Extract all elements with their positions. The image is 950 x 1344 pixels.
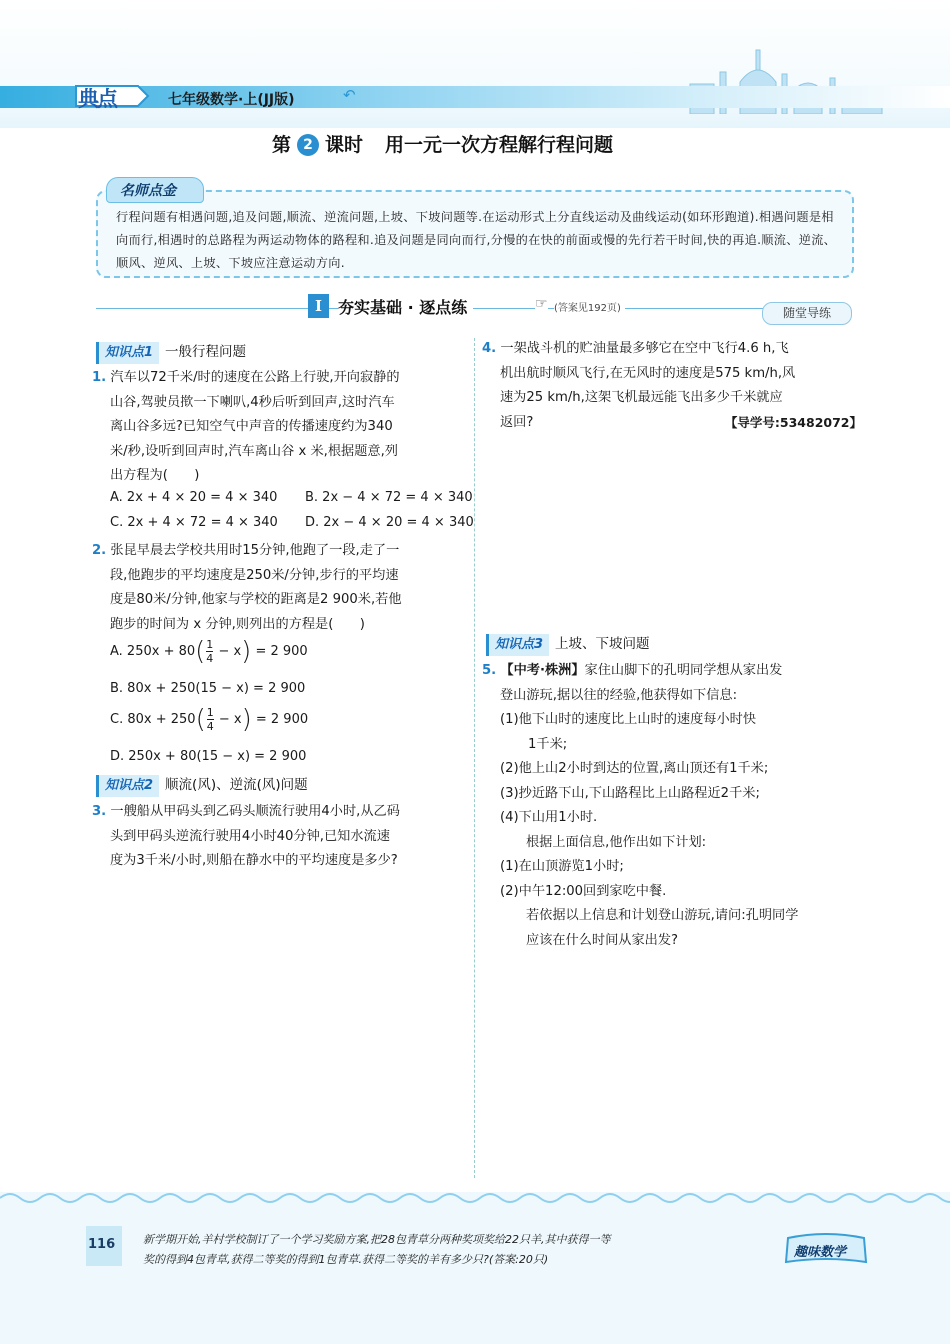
question-line: (1)他下山时的速度比上山时的速度每小时快 (500, 712, 757, 727)
kp-tag: 知识点3 (486, 634, 549, 656)
fraction-denominator: 4 (206, 720, 214, 733)
question-3 (92, 800, 472, 874)
option-a: A. $250x + 80(\frac{1}{4} - x) = 2$ 900 (110, 636, 308, 667)
question-5 (482, 659, 862, 953)
option-d: D. 250x + 80(15 − x) = 2 900 (110, 749, 307, 764)
section-badge: I (308, 294, 329, 318)
question-line: 汽车以72千米/时的速度在公路上行驶,开向寂静的 (110, 370, 400, 385)
pointing-hand-icon: ☞ (535, 296, 548, 312)
lesson-topic: 用一元一次方程解行程问题 (385, 134, 614, 156)
question-number: 1. (92, 370, 107, 385)
lesson-number: 2 (297, 134, 319, 156)
knowledge-point-2 (96, 773, 308, 795)
question-line: 登山游玩,据以往的经验,他获得如下信息: (500, 687, 738, 703)
option-a: A. 2x + 4 × 20 = 4 × 340 (110, 490, 278, 505)
question-line: 张昆早晨去学校共用时15分钟,他跑了一段,走了一 (110, 543, 400, 558)
lesson-prefix: 第 (272, 134, 292, 156)
option-b: B. 2x − 4 × 72 = 4 × 340 (305, 490, 473, 505)
fraction-numerator: 1 (206, 706, 214, 719)
fraction-numerator: 1 (206, 638, 214, 651)
option-text: − x (218, 712, 242, 727)
question-line: (2)他上山2小时到达的位置,离山顶还有1千米; (500, 761, 769, 776)
lesson-title (272, 130, 613, 158)
tips-label: 名师点金 (120, 183, 176, 199)
fun-math-label: 趣味数学 (794, 1245, 847, 1260)
lesson-suffix: 课时 (325, 134, 364, 156)
knowledge-point-1 (96, 340, 246, 362)
question-line: 家住山脚下的孔明同学想从家出发 (584, 663, 783, 678)
option-text: C. 80x + 250 (110, 712, 196, 727)
question-line: (2)中午12:00回到家吃中餐. (500, 883, 667, 899)
option-d: D. 2x − 4 × 20 = 4 × 340 (305, 515, 474, 530)
option-c: C. $80x + 250(\frac{1}{4} - x) = 2$ 900 (110, 704, 309, 735)
question-4 (482, 337, 862, 435)
question-line: (4)下山用1小时. (500, 810, 598, 825)
fraction (207, 706, 214, 733)
question-line: 机出航时顺风飞行,在无风时的速度是575 km/h,风 (500, 365, 796, 381)
question-line: 头到甲码头逆流行驶用4小时40分钟,已知水流速 (110, 828, 390, 844)
footer-line: 新学期开始,羊村学校制订了一个学习奖励方案,把28包青草分两种奖项奖给22只羊,其中获得一等 (143, 1233, 611, 1246)
book-title: 七年级数学·上(JJ版) (168, 92, 295, 108)
kp-tag: 知识点1 (96, 342, 159, 364)
section-title: 夯实基础 · 逐点练 (338, 295, 473, 318)
kp-tag: 知识点2 (96, 775, 159, 797)
question-line: 离山谷多远?已知空气中声音的传播速度约为340 (110, 419, 393, 434)
question-line: 一架战斗机的贮油量最多够它在空中飞行4.6 h,飞 (500, 341, 789, 356)
option-c: C. 2x + 4 × 72 = 4 × 340 (110, 515, 278, 530)
question-line: 跑步的时间为 x 分钟,则列出的方程是( ) (110, 616, 365, 632)
column-divider (474, 338, 475, 1178)
question-1 (92, 366, 472, 489)
option-text: − x (218, 644, 242, 659)
question-line: 1千米; (528, 736, 568, 752)
question-line: 若依据以上信息和计划登山游玩,请问:孔明同学 (526, 908, 799, 923)
question-line: 山谷,驾驶员揿一下喇叭,4秒后听到回声,这时汽车 (110, 394, 395, 410)
footer-puzzle (143, 1230, 773, 1270)
logo: 典点 (78, 86, 116, 111)
page-number: 116 (88, 1237, 116, 1252)
question-line: 米/秒,设听到回声时,汽车离山谷 x 米,根据题意,列 (110, 443, 398, 459)
question-number: 3. (92, 804, 107, 819)
tips-text: 行程问题有相遇问题,追及问题,顺流、逆流问题,上坡、下坡问题等.在运动形式上分直线运动及曲线运动(如环形跑道).相遇问题是相向而行,相遇时的总路程为两运动物体的路程和.追及问题是同向而行,分慢的在快的前面或慢的先行若干时间,快的再追.顺流、逆流、顺风、逆风、上坡、下坡应注意运动方向. (116, 210, 837, 270)
question-line: 速为25 km/h,这架飞机最远能飞出多少千米就应 (500, 390, 783, 405)
curved-arrow-icon: ↶ (343, 86, 356, 104)
option-text: = 2 900 (255, 712, 309, 727)
question-line: 度为3千米/小时,则船在静水中的平均速度是多少? (110, 853, 398, 868)
kp-title: 上坡、下坡问题 (555, 636, 650, 652)
question-line: (3)抄近路下山,下山路程比上山路程近2千米; (500, 785, 760, 801)
question-line: 度是80米/分钟,他家与学校的距离是2 900米,若他 (110, 592, 402, 607)
question-line: 出方程为( ) (110, 468, 200, 483)
option-text: A. 250x + 80 (110, 644, 196, 659)
question-source: 【中考·株洲】 (500, 663, 585, 678)
kp-title: 一般行程问题 (165, 344, 247, 360)
question-number: 2. (92, 543, 107, 558)
option-b: B. 80x + 250(15 − x) = 2 900 (110, 681, 306, 696)
option-text: = 2 900 (255, 644, 308, 659)
question-number: 4. (482, 341, 497, 356)
answer-reference: (答案见192页) (554, 299, 625, 314)
question-line: 一艘船从甲码头到乙码头顺流行驶用4小时,从乙码 (110, 804, 400, 819)
footer-wave (0, 1190, 950, 1204)
fraction (206, 638, 213, 665)
follow-practice-badge: 随堂导练 (762, 302, 852, 325)
question-line: 返回? (500, 414, 534, 430)
guide-number: 【导学号:53482072】 (724, 414, 862, 430)
question-line: 段,他跑步的平均速度是250米/分钟,步行的平均速 (110, 567, 399, 583)
question-line: (1)在山顶游览1小时; (500, 859, 624, 874)
knowledge-point-3 (486, 632, 650, 654)
footer-line: 奖的得到4包青草,获得二等奖的得到1包青草.获得二等奖的羊有多少只?(答案:20只) (143, 1253, 549, 1266)
fraction-denominator: 4 (206, 652, 214, 665)
question-2 (92, 539, 472, 637)
question-line: 根据上面信息,他作出如下计划: (526, 834, 707, 850)
kp-title: 顺流(风)、逆流(风)问题 (165, 777, 308, 793)
question-number: 5. (482, 663, 497, 678)
question-line: 应该在什么时间从家出发? (526, 932, 679, 948)
